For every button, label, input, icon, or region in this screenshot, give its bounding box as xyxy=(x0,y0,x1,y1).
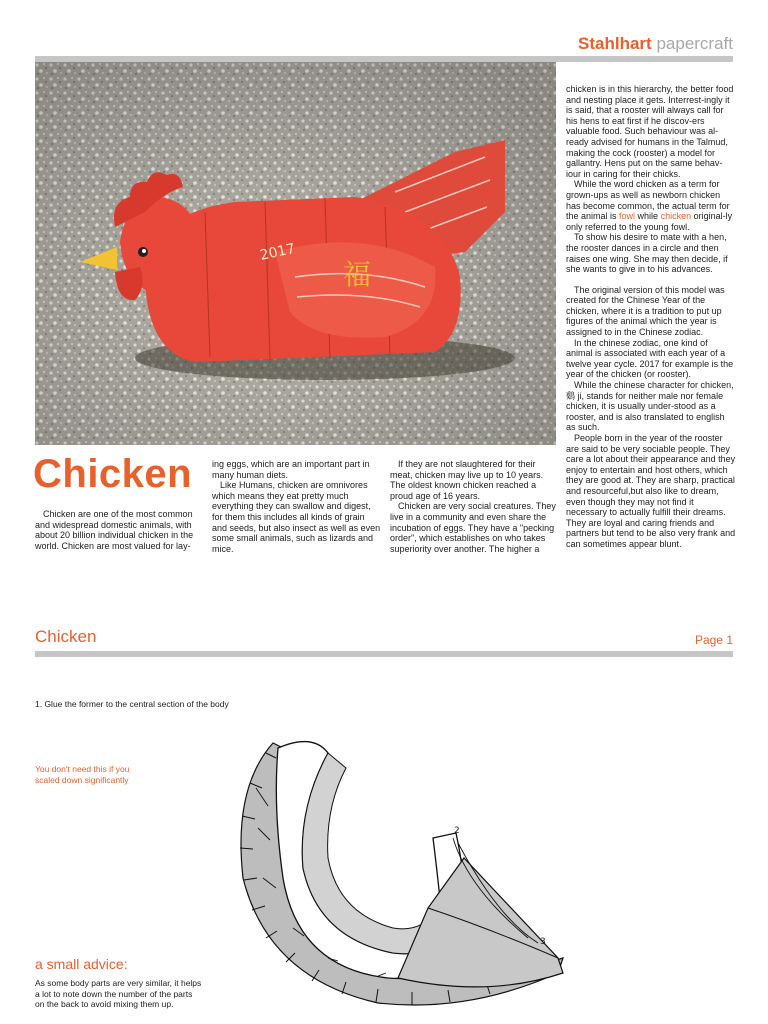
col2-paragraph-1: ing eggs, which are an important part in many human diets. xyxy=(212,459,370,480)
step-1-text: 1. Glue the former to the central section of the body xyxy=(35,699,229,709)
brand-logo xyxy=(578,34,733,54)
diagram-label-2: 2 xyxy=(454,826,460,836)
page-number: Page 1 xyxy=(694,633,733,647)
scale-note: You don't need this if you scaled down significantly xyxy=(35,764,130,785)
col1-paragraph: Chicken are one of the most common and widespread domestic animals, with about 20 billion individual chicken in the world. Chicken are most valued for lay- xyxy=(35,509,194,551)
article-column-1 xyxy=(35,509,203,551)
term-fowl: fowl xyxy=(619,211,636,222)
instructions-divider xyxy=(35,651,733,657)
col4-paragraph-3: To show his desire to mate with a hen, the rooster dances in a circle and then raises one wing. She may then decide, if she wants to give in to his advances. xyxy=(566,232,728,275)
term-chicken: chicken xyxy=(660,211,692,222)
col4-paragraph-2 xyxy=(566,179,736,232)
article-column-3 xyxy=(390,459,558,554)
col4-paragraph-7: People born in the year of the rooster are said to be very sociable people. They care a lot about their appearance and they enjoy to entertain and host others, which they are good at. They are sharp, practical and resourceful,but also like to dream, even though they may not find it necessary to actually fulfill their dreams. They are loyal and caring friends and partners but tend to be also very frank and can sometimes appear blunt. xyxy=(566,433,736,549)
article-column-4 xyxy=(566,84,736,550)
col4-paragraph-5: In the chinese zodiac, one kind of animal is associated with each year of a twelve year cycle. 2017 for example is the year of the chicken (or rooster). xyxy=(566,337,734,380)
diagram-label-3: 3 xyxy=(540,937,546,947)
col3-paragraph-2: Chicken are very social creatures. They live in a community and even share the incubation of eggs. They have a "pecking order", which establishes on who takes superiority over another. The higher a xyxy=(390,501,556,554)
col2-paragraph-2: Like Humans, chicken are omnivores which means they eat pretty much everything they can swallow and digest, for them this includes all kinds of grain and seeds, but also insect as well as even some small animals, such as lizards and mice. xyxy=(212,480,381,554)
instructions-title: Chicken xyxy=(35,627,97,646)
article-title: Chicken xyxy=(33,452,193,496)
col4-paragraph-4: The original version of this model was created for the Chinese Year of the chicken, where it is a tradition to put up figures of the animal which the year is assigned to in the Chinese zodiac. xyxy=(566,284,725,338)
advice-title: a small advice: xyxy=(35,956,128,972)
brand-secondary: papercraft xyxy=(656,34,733,53)
col4-text-a: While the word chicken as a term for grown-ups as well as newborn chicken has become common, the actual term for the animal is xyxy=(566,179,730,222)
photo-year-text: 2017 xyxy=(258,240,297,264)
photo-character: 福 xyxy=(343,258,372,291)
col3-paragraph-1: If they are not slaughtered for their meat, chicken may live up to 10 years. The oldest known chicken reached a proud age of 16 years. xyxy=(390,459,544,501)
col4-paragraph-6: While the chinese character for chicken, 鷄 ji, stands for neither male nor female chicken, it is usually under-stood as a rooster, and is also translated to english as such. xyxy=(566,380,734,433)
advice-text: As some body parts are very similar, it helps a lot to note down the number of the parts on the back to avoid mixing them up. xyxy=(35,978,202,1010)
article-column-2 xyxy=(212,459,382,554)
col4-paragraph-1: chicken is in this hierarchy, the better food and nesting place it gets. Interrest-ingly it is said, that a rooster will always call for his hens to eat first if he discov-ers valuable food. Such behaviour was al-ready advised for humans in the Talmud, making the cock (rooster) a model for gallantry. Hens put on the same behav-iour in caring for their chicks. xyxy=(566,84,734,179)
chicken-photo xyxy=(35,62,556,445)
brand-primary: Stahlhart xyxy=(578,34,652,53)
col4-text-c: original-ly only referred to the young fowl. xyxy=(566,211,733,232)
assembly-diagram xyxy=(228,728,568,1024)
col4-text-b: while xyxy=(635,211,661,222)
